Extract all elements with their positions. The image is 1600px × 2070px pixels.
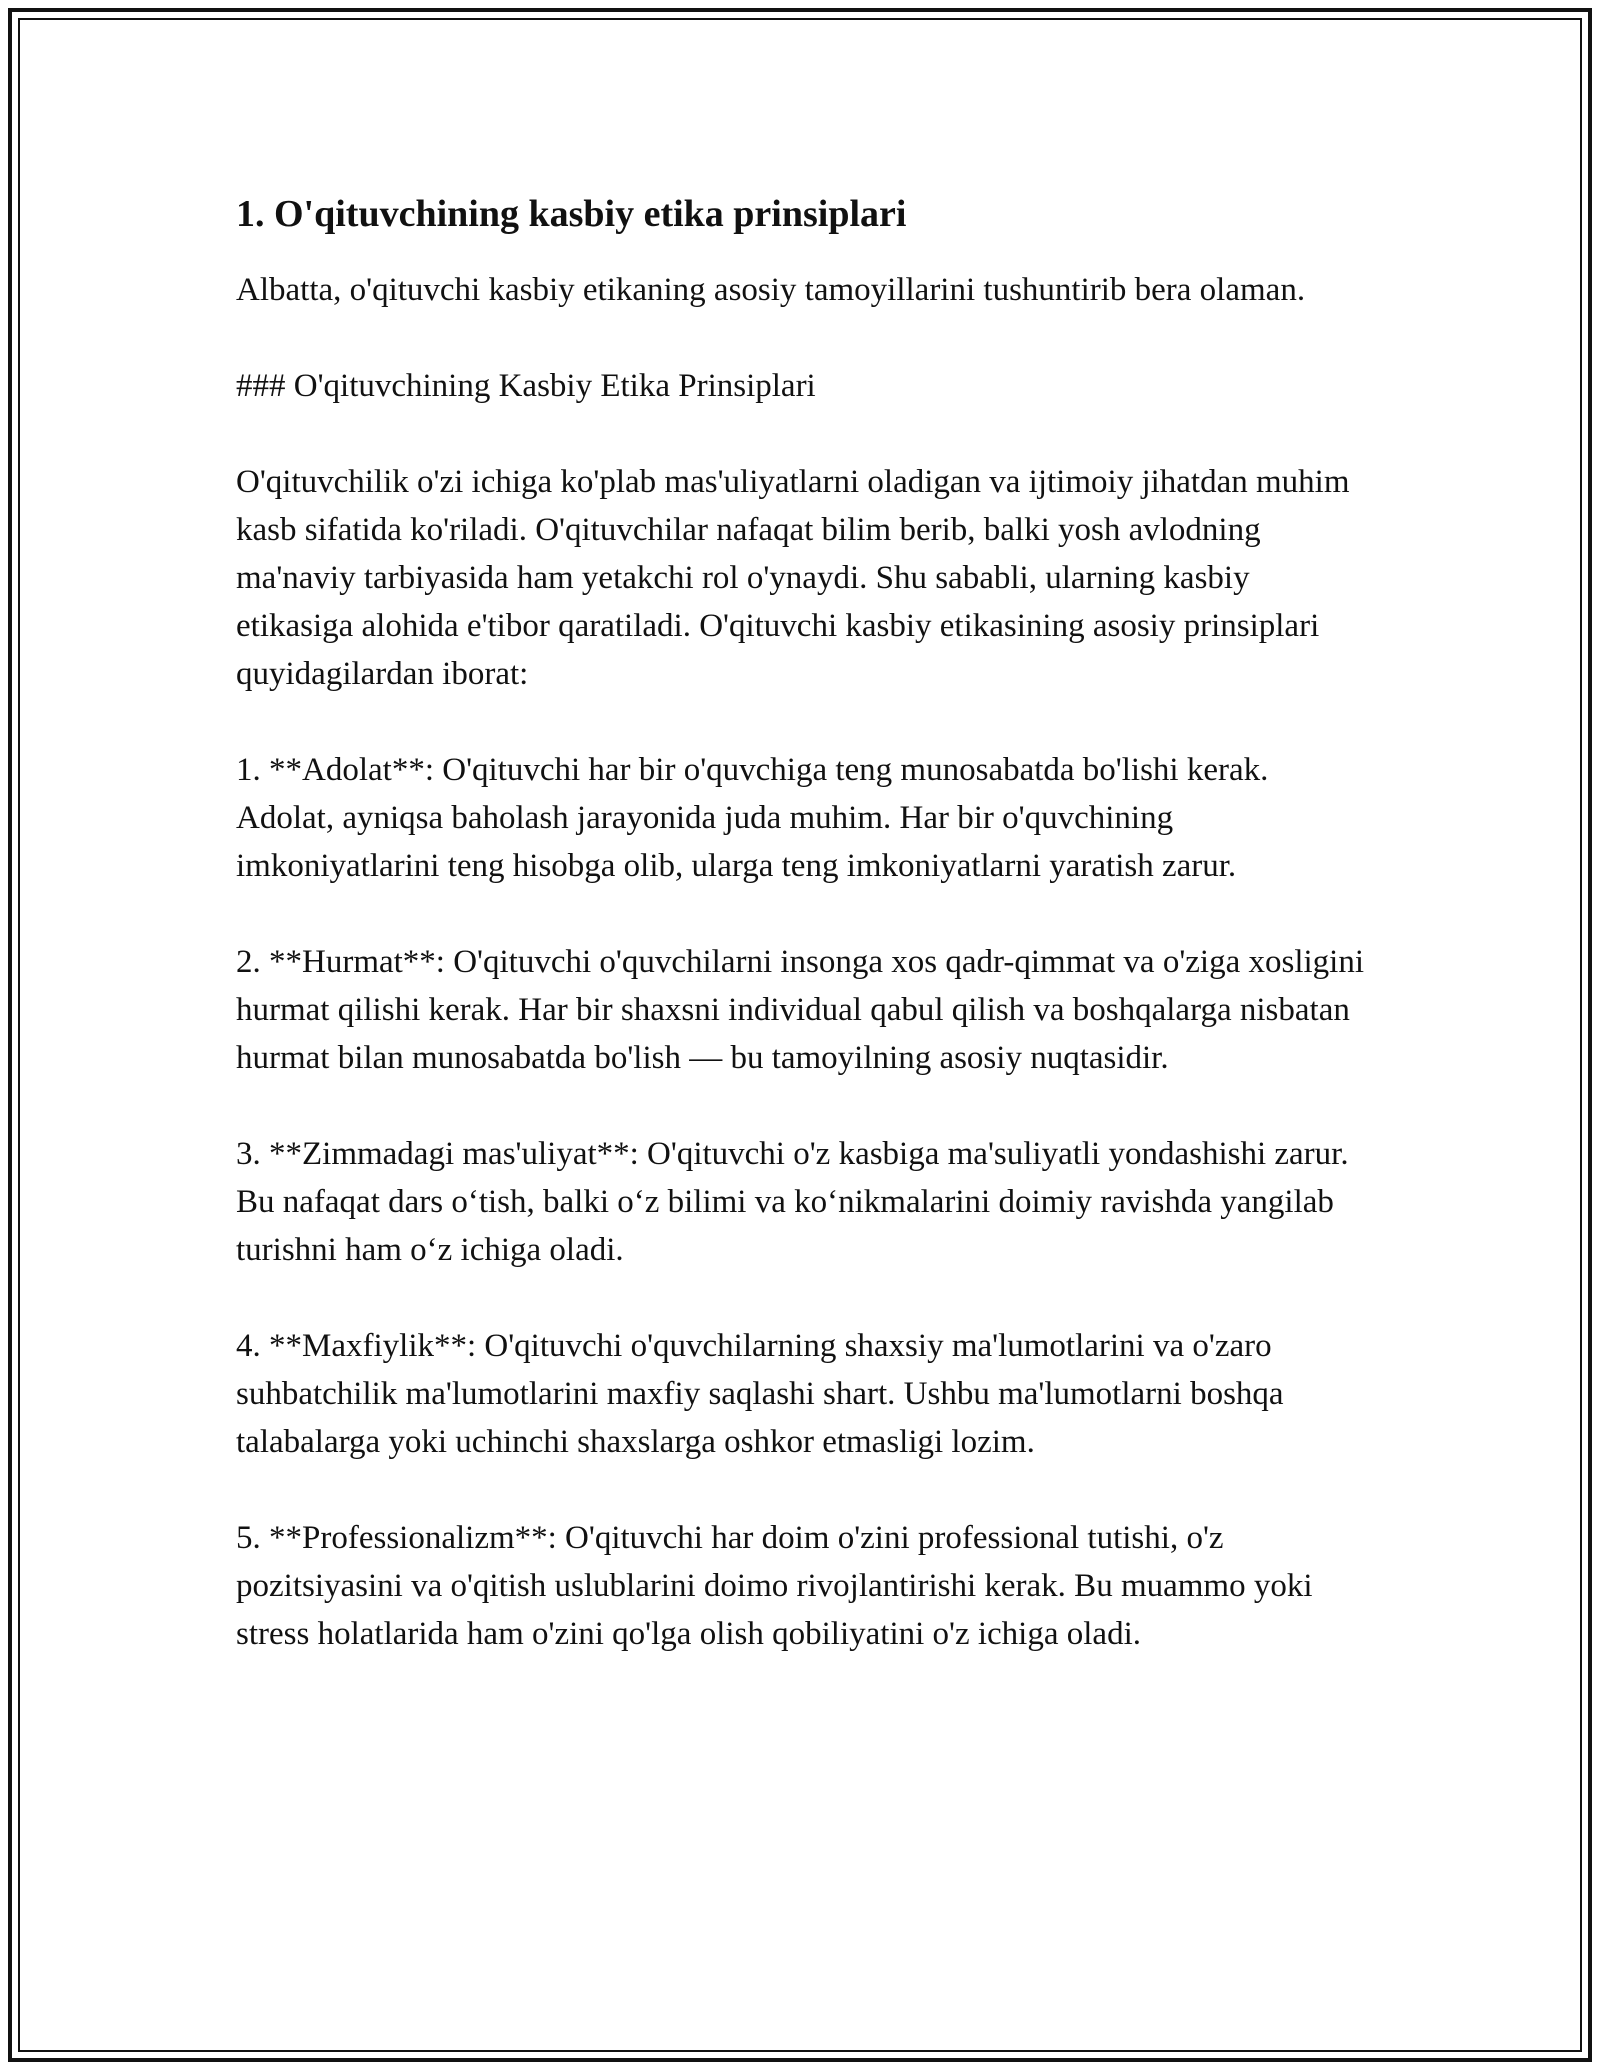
overview-paragraph: O'qituvchilik o'zi ichiga ko'plab mas'uliyatlarni oladigan va ijtimoiy jihatdan muhim kasb sifatida ko'riladi. O'qituvchilar nafaqat bilim berib, balki yosh avlodning ma'naviy tarbiyasida ham yetakchi rol o'ynaydi. Shu sababli, ularning kasbiy etikasiga alohida e'tibor qaratiladi. O'qituvchi kasbiy etikasining asosiy prinsiplari quyidagilardan iborat: bbox=[236, 464, 1350, 692]
principle-adolat: 1. **Adolat**: O'qituvchi har bir o'quvchiga teng munosabatda bo'lishi kerak. Adolat, ayniqsa baholash jarayonida juda muhim. Har bir o'quvchining imkoniyatlarini teng hisobga olib, ularga teng imkoniyatlarni yaratish zarur. bbox=[236, 752, 1269, 884]
principle-maxfiylik: 4. **Maxfiylik**: O'qituvchi o'quvchilarning shaxsiy ma'lumotlarini va o'zaro suhbatchilik ma'lumotlarini maxfiy saqlashi shart. Ushbu ma'lumotlarni boshqa talabalarga yoki uchinchi shaxslarga oshkor etmasligi lozim. bbox=[236, 1328, 1284, 1460]
principle-hurmat: 2. **Hurmat**: O'qituvchi o'quvchilarni insonga xos qadr-qimmat va o'ziga xosligini hurmat qilishi kerak. Har bir shaxsni individual qabul qilish va boshqalarga nisbatan hurmat bilan munosabatda bo'lish — bu tamoyilning asosiy nuqtasidir. bbox=[236, 944, 1364, 1076]
document-title: 1. O'qituvchining kasbiy etika prinsiplari bbox=[236, 193, 907, 235]
principle-professionalizm: 5. **Professionalizm**: O'qituvchi har doim o'zini professional tutishi, o'z pozitsiyasini va o'qitish uslublarini doimo rivojlantirishi kerak. Bu muammo yoki stress holatlarida ham o'zini qo'lga olish qobiliyatini o'z ichiga oladi. bbox=[236, 1520, 1313, 1652]
document-body bbox=[236, 188, 1366, 1706]
intro-paragraph: Albatta, o'qituvchi kasbiy etikaning asosiy tamoyillarini tushuntirib bera olaman. bbox=[236, 272, 1306, 308]
principle-masuliyat: 3. **Zimmadagi mas'uliyat**: O'qituvchi o'z kasbiga ma'suliyatli yondashishi zarur. Bu nafaqat dars o‘tish, balki o‘z bilimi va ko‘nikmalarini doimiy ravishda yangilab turishni ham o‘z ichiga oladi. bbox=[236, 1136, 1349, 1268]
section-heading-text: ### O'qituvchining Kasbiy Etika Prinsiplari bbox=[236, 368, 816, 404]
